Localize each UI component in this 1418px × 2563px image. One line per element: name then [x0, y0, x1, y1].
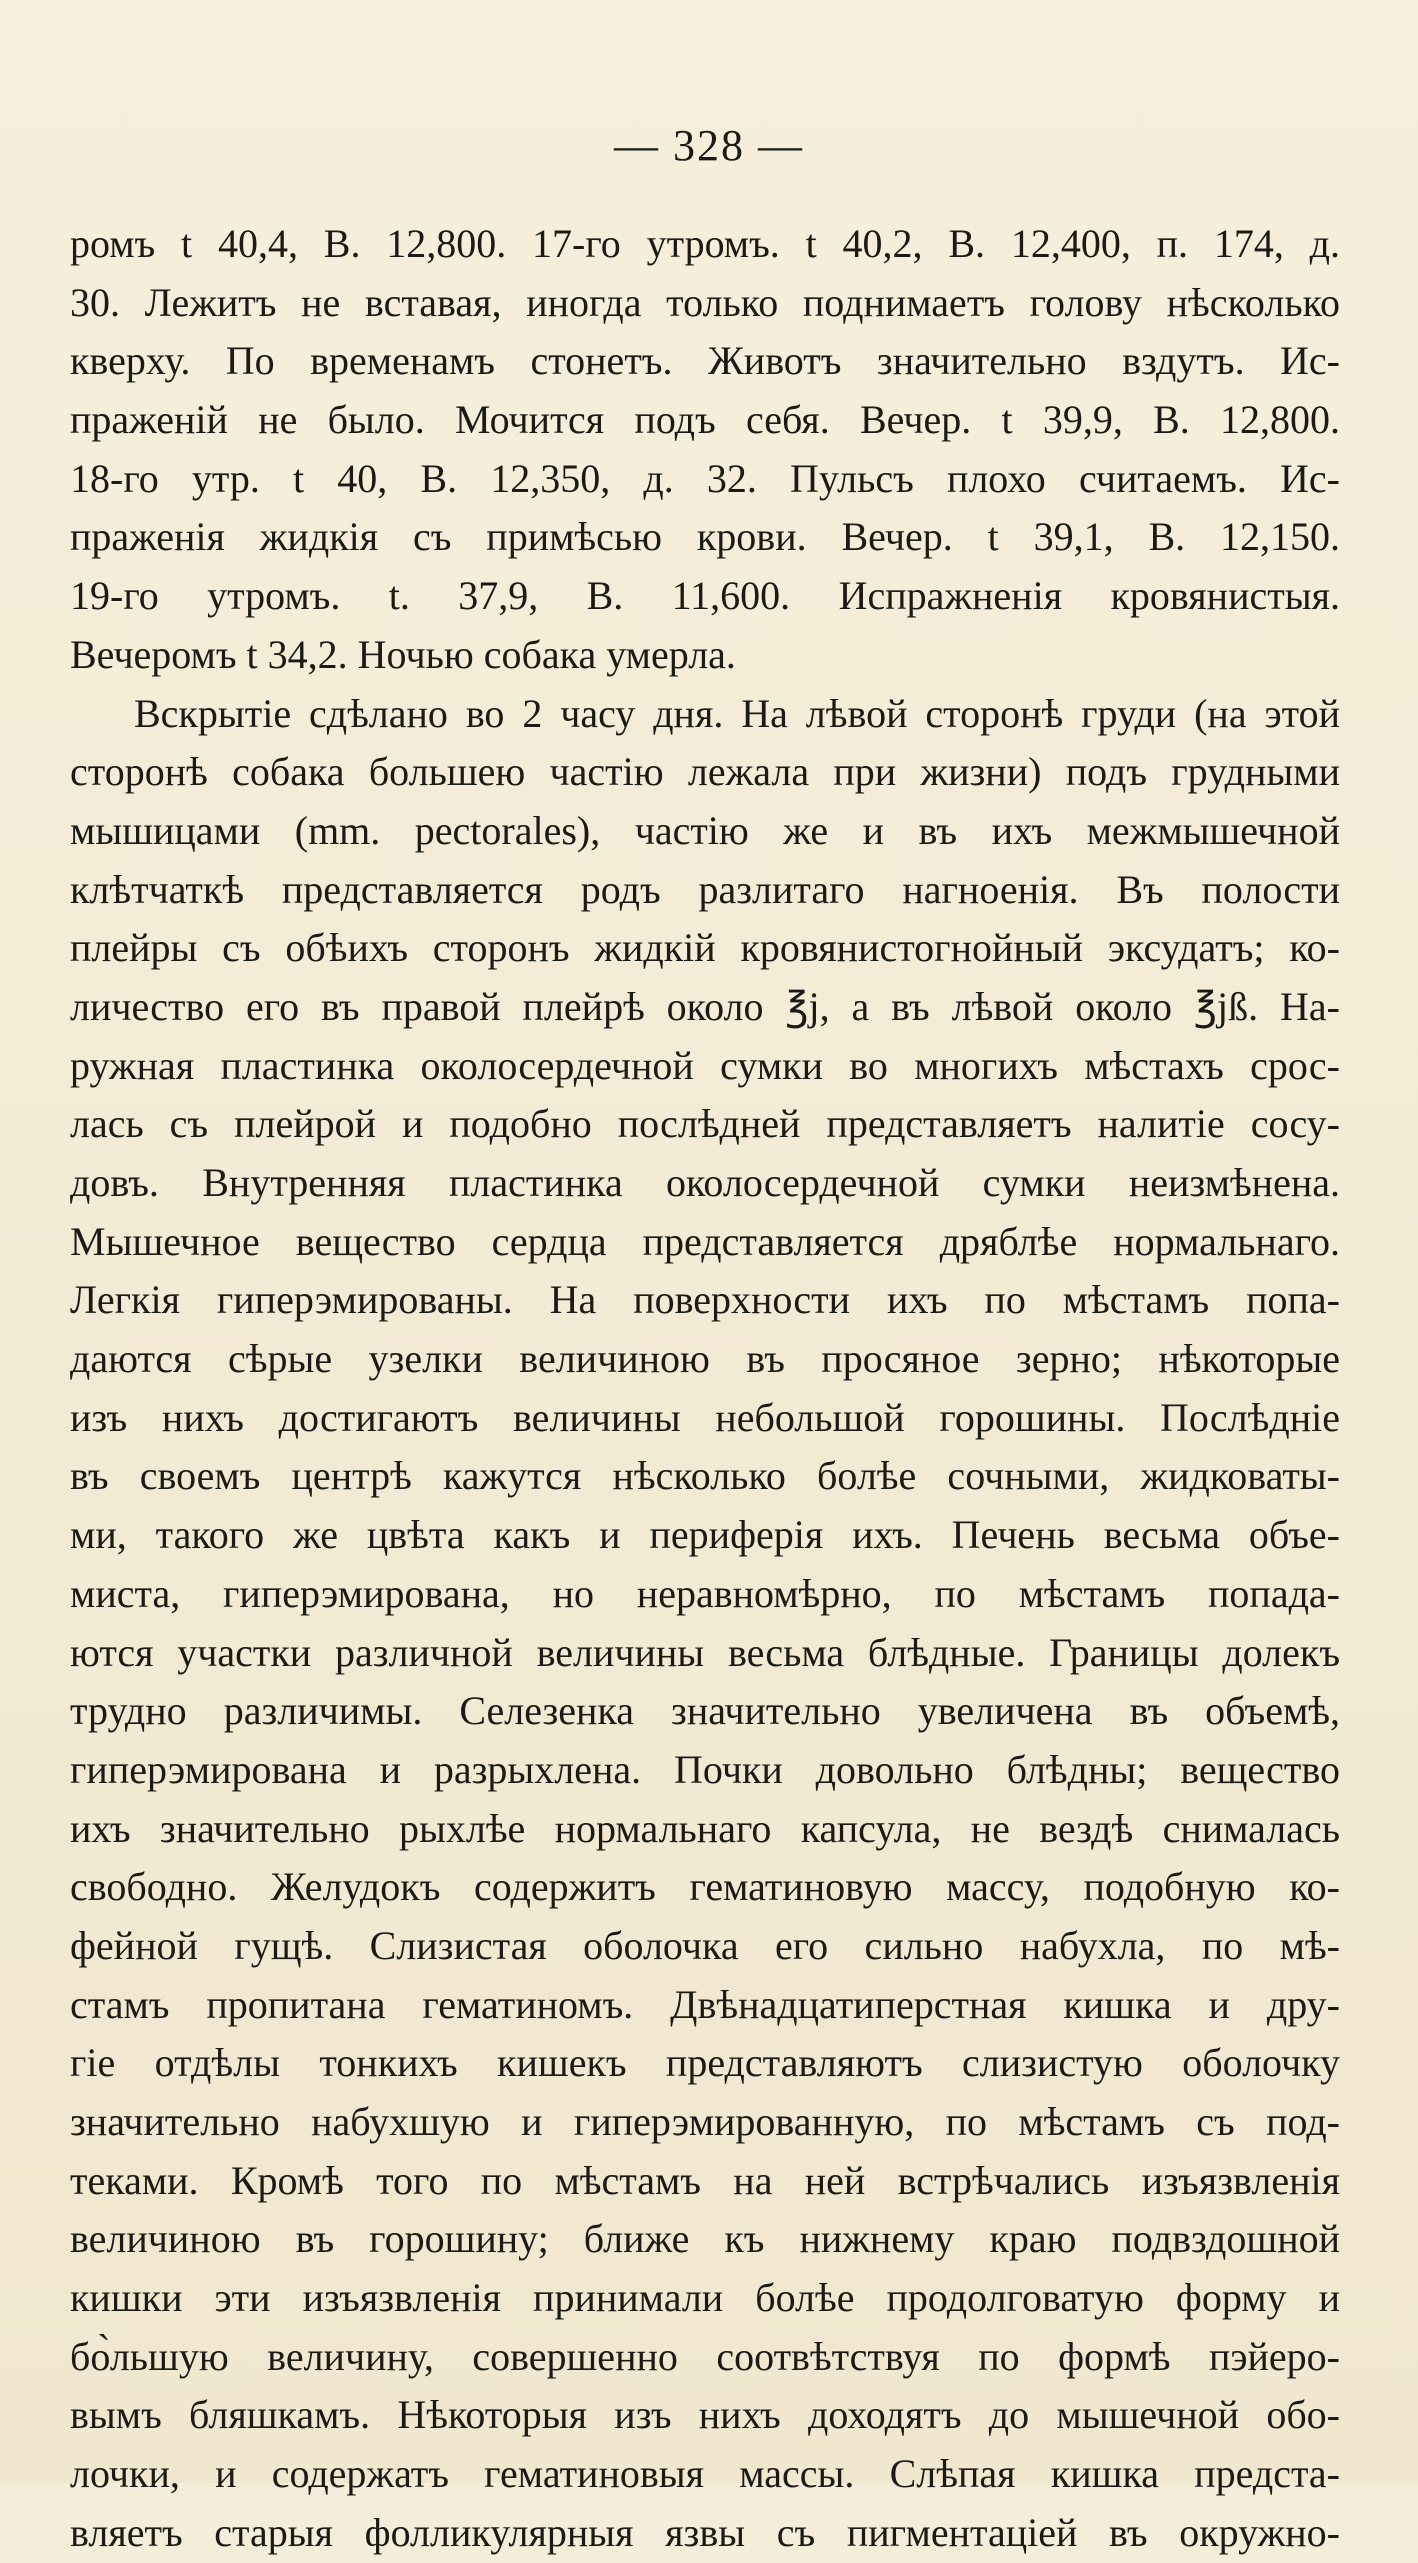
- text-line: вляетъ старыя фолликулярныя язвы съ пигментацiей въ окружно-: [70, 2509, 1340, 2555]
- text-line: теками. Кромѣ того по мѣстамъ на ней встрѣчались изъязвленiя: [70, 2157, 1340, 2203]
- text-line: ются участки различной величины весьма блѣдные. Границы долекъ: [70, 1629, 1340, 1675]
- text-line: свободно. Желудокъ содержитъ гематиновую массу, подобную ко-: [70, 1864, 1340, 1910]
- text-line: Вечеромъ t 34,2. Ночью собака умерла.: [70, 631, 736, 677]
- text-line: значительно набухшую и гиперэмированную, по мѣстамъ съ под-: [70, 2099, 1340, 2144]
- text-line: 18-го утр. t 40, В. 12,350, д. 32. Пульсъ плохо считаемъ. Ис-: [70, 455, 1340, 501]
- text-line: трудно различимы. Селезенка значительно увеличена въ объемѣ,: [70, 1688, 1340, 1734]
- text-line: ми, такого же цвѣта какъ и периферiя ихъ. Печень весьма объе-: [70, 1512, 1340, 1558]
- text-line: фейной гущѣ. Слизистая оболочка его сильно набухла, по мѣ-: [70, 1922, 1340, 1968]
- text-line: ружная пластинка околосердечной сумки во многихъ мѣстахъ срос-: [70, 1042, 1340, 1088]
- text-line: стамъ пропитана гематиномъ. Двѣнадцатиперстная кишка и дру-: [70, 1981, 1340, 2027]
- body-text: [70, 215, 1340, 2563]
- text-line: изъ нихъ достигаютъ величины небольшой горошины. Послѣднiе: [70, 1394, 1340, 1440]
- text-line: Мышечное вещество сердца представляется дряблѣе нормальнаго.: [70, 1218, 1340, 1264]
- text-line: лочки, и содержатъ гематиновыя массы. Слѣпая кишка предста-: [70, 2451, 1340, 2497]
- text-line: Легкiя гиперэмированы. На поверхности ихъ по мѣстамъ попа-: [70, 1277, 1340, 1323]
- text-line: кверху. По временамъ стонетъ. Животъ значительно вздутъ. Ис-: [70, 338, 1340, 384]
- text-line: клѣтчаткѣ представляется родъ разлитаго нагноенiя. Въ полости: [70, 866, 1340, 912]
- text-line: гiе отдѣлы тонкихъ кишекъ представляютъ слизистую оболочку: [70, 2040, 1340, 2086]
- text-line: плейры съ обѣихъ сторонъ жидкiй кровянистогнойный эксудатъ; ко-: [70, 925, 1340, 971]
- text-line: лась съ плейрой и подобно послѣдней представляетъ налитiе сосу-: [70, 1101, 1340, 1147]
- text-line: сторонѣ собака большею частiю лежала при жизни) подъ грудными: [70, 749, 1340, 795]
- text-line: довъ. Внутренняя пластинка околосердечной сумки неизмѣнена.: [70, 1160, 1340, 1205]
- text-line: даются сѣрые узелки величиною въ просяное зерно; нѣкоторые: [70, 1336, 1340, 1382]
- text-line: ихъ значительно рыхлѣе нормальнаго капсула, не вездѣ снималась: [70, 1805, 1340, 1851]
- text-line: праженiя жидкiя съ примѣсью крови. Вечер. t 39,1, В. 12,150.: [70, 514, 1340, 560]
- text-line: мышицами (mm. pectorales), частiю же и въ ихъ межмышечной: [70, 807, 1340, 853]
- text-line: праженiй не было. Мочится подъ себя. Вечер. t 39,9, В. 12,800.: [70, 397, 1340, 443]
- text-line: кишки эти изъязвленiя принимали болѣе продолговатую форму и: [70, 2275, 1340, 2321]
- text-line: Вскрытiе сдѣлано во 2 часу дня. На лѣвой сторонѣ груди (на этой: [134, 690, 1340, 736]
- text-line: въ своемъ центрѣ кажутся нѣсколько болѣе сочными, жидковаты-: [70, 1453, 1340, 1499]
- text-line: вымъ бляшкамъ. Нѣкоторыя изъ нихъ доходятъ до мышечной обо-: [70, 2392, 1340, 2438]
- text-line: бо̀льшую величину, совершенно соотвѣтствуя по формѣ пэйеро-: [70, 2333, 1340, 2379]
- text-line: 19-го утромъ. t. 37,9, В. 11,600. Испражненiя кровянистыя.: [70, 573, 1340, 619]
- text-line: гиперэмирована и разрыхлена. Почки довольно блѣдны; вещество: [70, 1746, 1340, 1792]
- text-line: личество его въ правой плейрѣ около ℥j, а въ лѣвой около ℥jß. На-: [70, 983, 1340, 1029]
- text-line: 30. Лежитъ не вставая, иногда только поднимаетъ голову нѣсколько: [70, 279, 1340, 325]
- text-line: величиною въ горошину; ближе къ нижнему краю подвздошной: [70, 2216, 1340, 2262]
- text-line: миста, гиперэмирована, но неравномѣрно, по мѣстамъ попада-: [70, 1570, 1340, 1616]
- text-line: ромъ t 40,4, В. 12,800. 17-го утромъ. t 40,2, В. 12,400, п. 174, д.: [70, 221, 1340, 266]
- page-number: — 328 —: [614, 121, 804, 170]
